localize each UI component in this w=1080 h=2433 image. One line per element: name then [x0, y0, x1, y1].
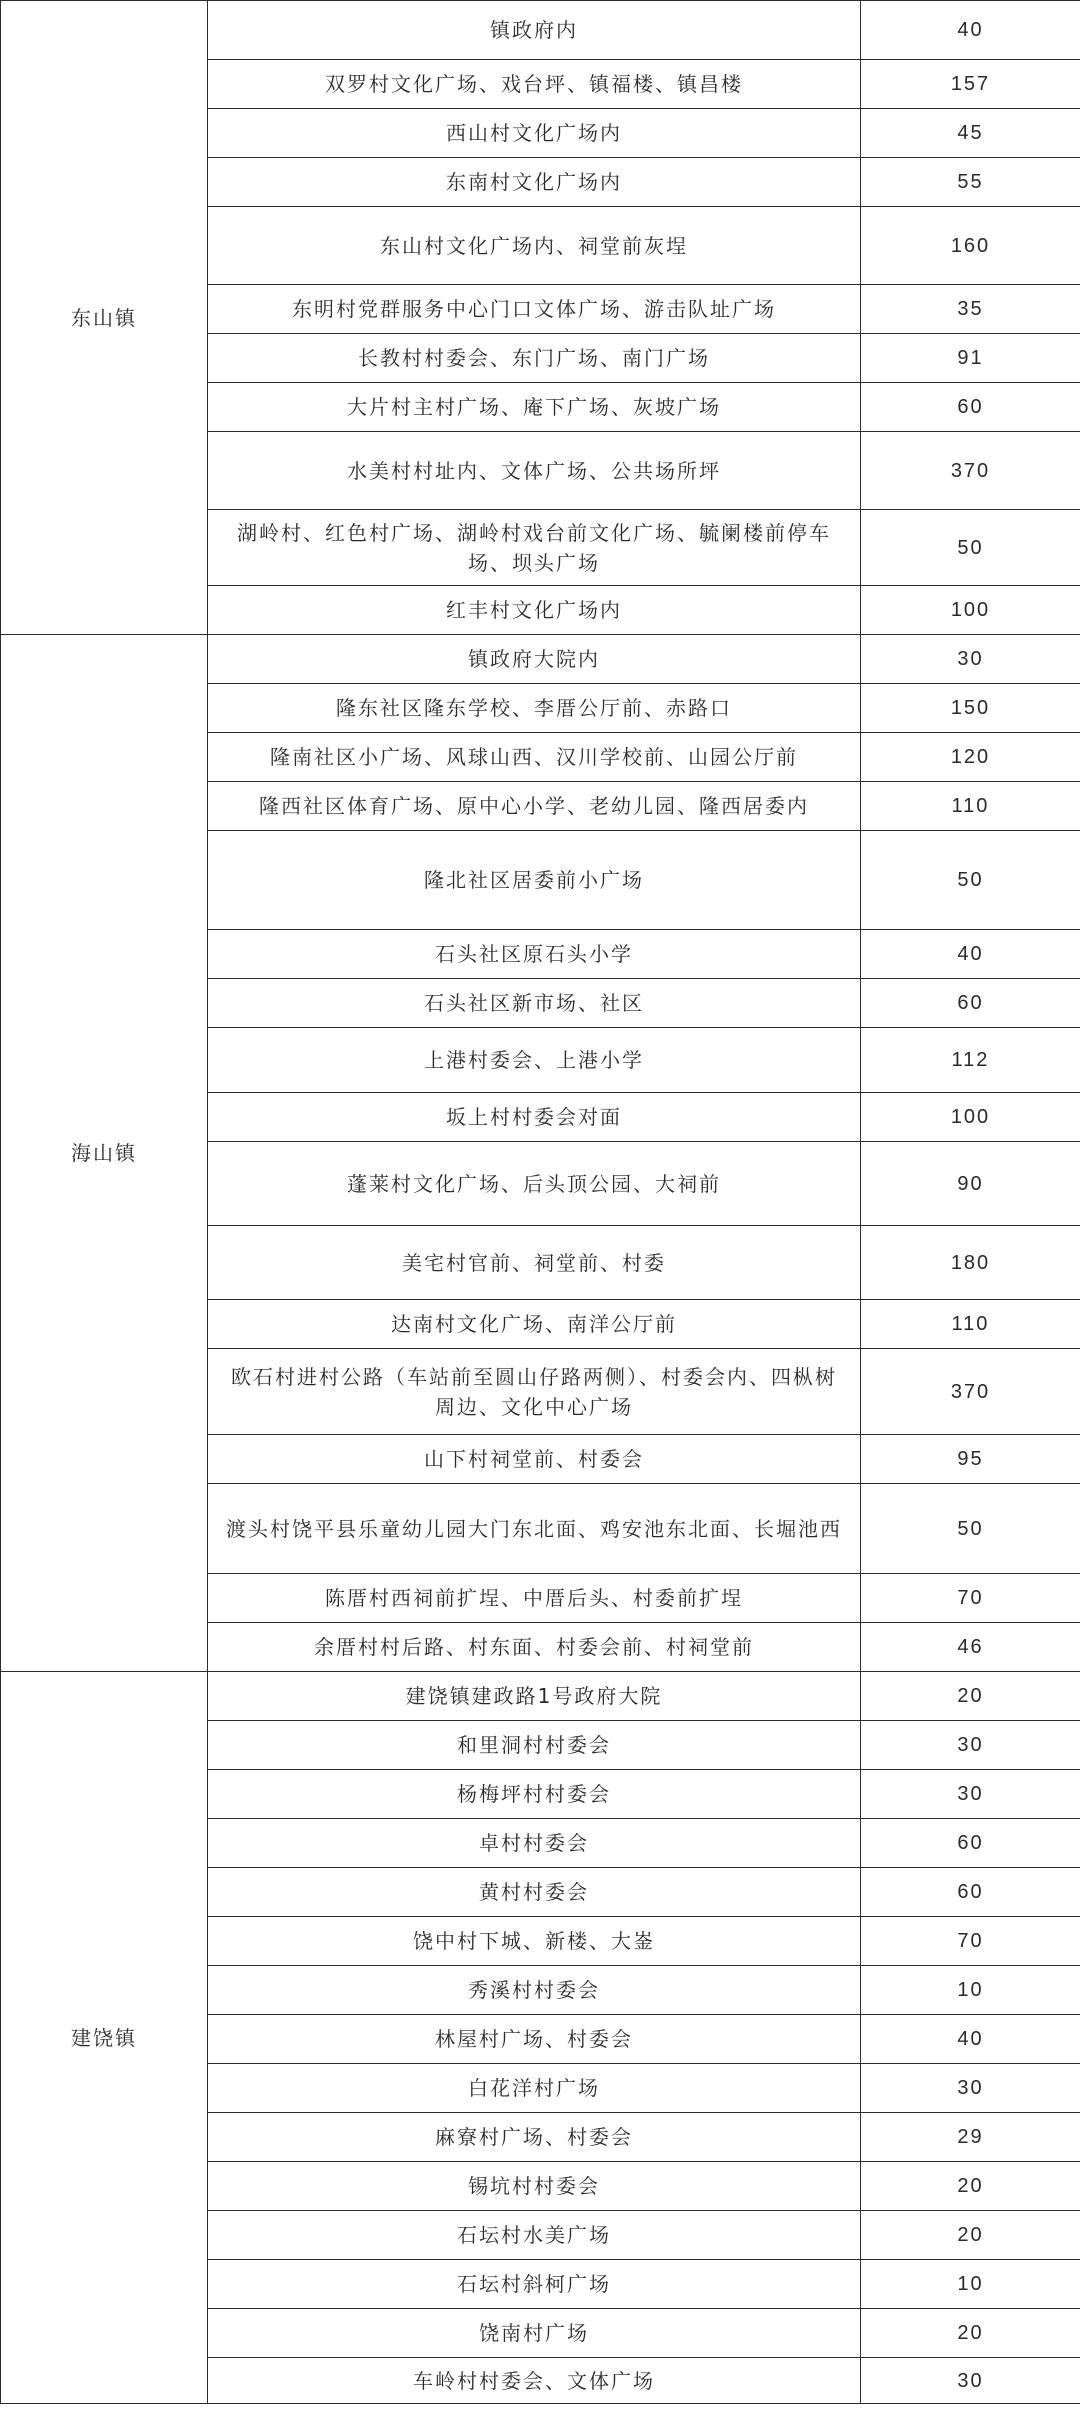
count-cell: 55: [861, 158, 1080, 207]
count-cell: 50: [861, 510, 1080, 586]
count-cell: 20: [861, 1672, 1080, 1721]
count-cell: 60: [861, 383, 1080, 432]
town-dongshan: 东山镇: [1, 1, 208, 635]
location-cell: 长教村村委会、东门广场、南门广场: [208, 334, 861, 383]
count-cell: 10: [861, 1966, 1080, 2015]
count-cell: 110: [861, 782, 1080, 831]
location-cell: 镇政府大院内: [208, 635, 861, 684]
count-cell: 30: [861, 2358, 1080, 2404]
location-cell: 红丰村文化广场内: [208, 586, 861, 635]
count-cell: 110: [861, 1300, 1080, 1349]
count-cell: 90: [861, 1142, 1080, 1226]
location-cell: 大片村主村广场、庵下广场、灰坡广场: [208, 383, 861, 432]
count-cell: 180: [861, 1226, 1080, 1300]
count-cell: 157: [861, 60, 1080, 109]
count-cell: 120: [861, 733, 1080, 782]
location-cell: 白花洋村广场: [208, 2064, 861, 2113]
count-cell: 40: [861, 2015, 1080, 2064]
location-cell: 欧石村进村公路（车站前至圆山仔路两侧）、村委会内、四枞树周边、文化中心广场: [208, 1349, 861, 1435]
location-cell: 石头社区新市场、社区: [208, 979, 861, 1028]
location-cell: 饶中村下城、新楼、大崟: [208, 1917, 861, 1966]
location-cell: 杨梅坪村村委会: [208, 1770, 861, 1819]
location-cell: 达南村文化广场、南洋公厅前: [208, 1300, 861, 1349]
count-cell: 30: [861, 2064, 1080, 2113]
location-cell: 隆北社区居委前小广场: [208, 831, 861, 930]
location-cell: 东南村文化广场内: [208, 158, 861, 207]
location-cell: 石头社区原石头小学: [208, 930, 861, 979]
count-cell: 30: [861, 1770, 1080, 1819]
count-cell: 45: [861, 109, 1080, 158]
location-cell: 和里洞村村委会: [208, 1721, 861, 1770]
location-cell: 山下村祠堂前、村委会: [208, 1435, 861, 1484]
town-jianrao: 建饶镇: [1, 1672, 208, 2404]
count-cell: 50: [861, 1484, 1080, 1574]
count-cell: 91: [861, 334, 1080, 383]
location-cell: 建饶镇建政路1号政府大院: [208, 1672, 861, 1721]
town-haishan: 海山镇: [1, 635, 208, 1672]
location-cell: 水美村村址内、文体广场、公共场所坪: [208, 432, 861, 510]
count-cell: 20: [861, 2309, 1080, 2358]
count-cell: 60: [861, 1819, 1080, 1868]
count-cell: 20: [861, 2211, 1080, 2260]
location-cell: 上港村委会、上港小学: [208, 1028, 861, 1093]
location-cell: 镇政府内: [208, 1, 861, 60]
table-body: [1, 1, 1080, 2404]
count-cell: 40: [861, 1, 1080, 60]
location-cell: 秀溪村村委会: [208, 1966, 861, 2015]
count-cell: 30: [861, 1721, 1080, 1770]
location-cell: 坂上村村委会对面: [208, 1093, 861, 1142]
location-cell: 双罗村文化广场、戏台坪、镇福楼、镇昌楼: [208, 60, 861, 109]
location-cell: 余厝村村后路、村东面、村委会前、村祠堂前: [208, 1623, 861, 1672]
count-cell: 46: [861, 1623, 1080, 1672]
count-cell: 100: [861, 1093, 1080, 1142]
count-cell: 70: [861, 1574, 1080, 1623]
location-cell: 卓村村委会: [208, 1819, 861, 1868]
location-cell: 饶南村广场: [208, 2309, 861, 2358]
location-cell: 蓬莱村文化广场、后头顶公园、大祠前: [208, 1142, 861, 1226]
count-cell: 70: [861, 1917, 1080, 1966]
count-cell: 30: [861, 635, 1080, 684]
location-cell: 黄村村委会: [208, 1868, 861, 1917]
count-cell: 60: [861, 1868, 1080, 1917]
location-cell: 石坛村水美广场: [208, 2211, 861, 2260]
count-cell: 40: [861, 930, 1080, 979]
count-cell: 60: [861, 979, 1080, 1028]
table-row: [1, 1, 1080, 60]
count-cell: 160: [861, 207, 1080, 285]
location-cell: 东山村文化广场内、祠堂前灰埕: [208, 207, 861, 285]
location-cell: 石坛村斜柯广场: [208, 2260, 861, 2309]
location-cell: 西山村文化广场内: [208, 109, 861, 158]
location-cell: 渡头村饶平县乐童幼儿园大门东北面、鸡安池东北面、长堀池西: [208, 1484, 861, 1574]
count-cell: 370: [861, 432, 1080, 510]
location-cell: 隆南社区小广场、风球山西、汉川学校前、山园公厅前: [208, 733, 861, 782]
count-cell: 95: [861, 1435, 1080, 1484]
location-cell: 陈厝村西祠前扩埕、中厝后头、村委前扩埕: [208, 1574, 861, 1623]
location-cell: 东明村党群服务中心门口文体广场、游击队址广场: [208, 285, 861, 334]
count-cell: 370: [861, 1349, 1080, 1435]
location-cell: 隆东社区隆东学校、李厝公厅前、赤路口: [208, 684, 861, 733]
location-cell: 车岭村村委会、文体广场: [208, 2358, 861, 2404]
count-cell: 20: [861, 2162, 1080, 2211]
count-cell: 112: [861, 1028, 1080, 1093]
location-cell: 湖岭村、红色村广场、湖岭村戏台前文化广场、毓阑楼前停车场、坝头广场: [208, 510, 861, 586]
count-cell: 100: [861, 586, 1080, 635]
location-cell: 锡坑村村委会: [208, 2162, 861, 2211]
location-cell: 林屋村广场、村委会: [208, 2015, 861, 2064]
location-cell: 美宅村官前、祠堂前、村委: [208, 1226, 861, 1300]
count-cell: 35: [861, 285, 1080, 334]
count-cell: 10: [861, 2260, 1080, 2309]
table-row: [1, 1672, 1080, 1721]
count-cell: 50: [861, 831, 1080, 930]
location-cell: 麻寮村广场、村委会: [208, 2113, 861, 2162]
location-cell: 隆西社区体育广场、原中心小学、老幼儿园、隆西居委内: [208, 782, 861, 831]
count-cell: 150: [861, 684, 1080, 733]
count-cell: 29: [861, 2113, 1080, 2162]
table-row: [1, 635, 1080, 684]
